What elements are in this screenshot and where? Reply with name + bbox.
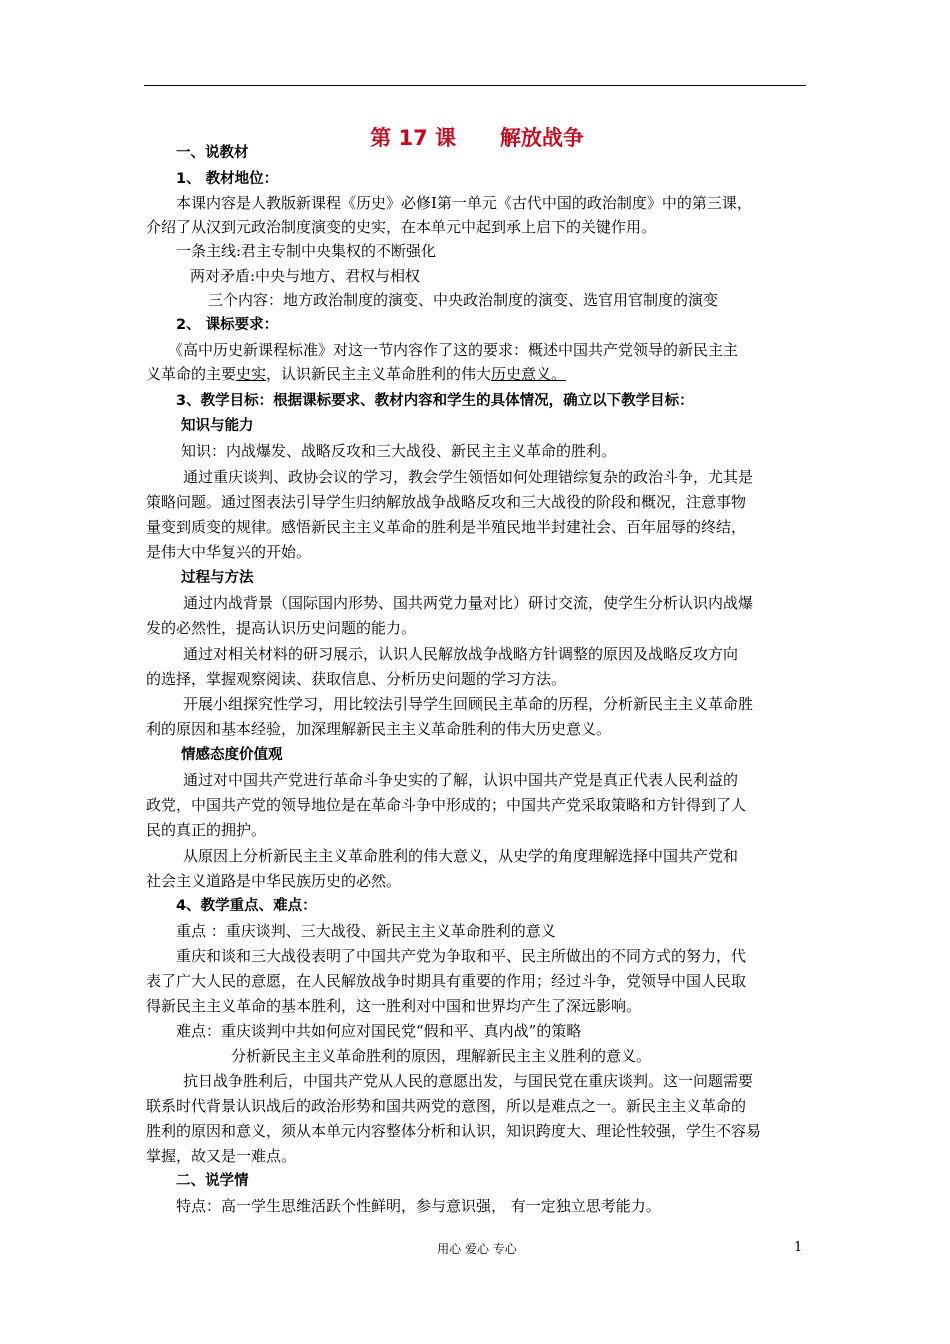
body-text-line: 掌握，故又是一难点。 <box>146 1147 297 1165</box>
body-text-line: 特点：高一学生思维活跃个性鲜明，参与意识强， 有一定独立思考能力。 <box>176 1197 661 1215</box>
header-rule <box>144 85 806 86</box>
body-text-line: 得新民主主义革命的基本胜利，这一胜利对中国和世界均产生了深远影响。 <box>146 997 642 1015</box>
section-heading: 二、说学情 <box>176 1173 249 1189</box>
body-text-line: 发的必然性，提高认识历史问题的能力。 <box>146 619 417 637</box>
body-text-line: 是伟大中华复兴的开始。 <box>146 543 312 561</box>
body-text-line: 两对矛盾:中央与地方、君权与相权 <box>190 267 421 285</box>
body-text-line: 胜利的原因和意义，须从本单元内容整体分析和认识，知识跨度大、理论性较强，学生不容易 <box>146 1122 762 1140</box>
body-text-line: 社会主义道路是中华民族历史的必然。 <box>146 872 402 890</box>
body-text-line: 介绍了从汉到元政治制度演变的史实，在本单元中起到承上启下的关键作用。 <box>146 218 657 236</box>
body-text-line: 量变到质变的规律。感悟新民主主义革命的胜利是半殖民地半封建社会、百年屈辱的终结， <box>146 518 747 536</box>
section-heading: 4、教学重点、难点： <box>176 898 317 914</box>
body-text-line: 利的原因和基本经验，加深理解新民主主义革命胜利的伟大历史意义。 <box>146 720 612 738</box>
section-heading: 一、说教材 <box>176 145 249 161</box>
body-text-line: 开展小组探究性学习，用比较法引导学生回顾民主革命的历程，分析新民主主义革命胜 <box>183 695 754 713</box>
footer-text: 用心 爱心 专心 <box>437 1242 517 1256</box>
body-text-line: 难点：重庆谈判中共如何应对国民党“假和平、真内战”的策略 <box>176 1022 582 1040</box>
lesson-title: 第 17 课 解放战争 <box>370 126 584 150</box>
body-text-line: 知识：内战爆发、战略反攻和三大战役、新民主主义革命的胜利。 <box>181 442 617 460</box>
body-text-line: 重庆和谈和三大战役表明了中国共产党为争取和平、民主所做出的不同方式的努力，代 <box>176 947 747 965</box>
body-text-line: 一条主线:君主专制中央集权的不断强化 <box>176 242 437 260</box>
body-text-line: 重点 ：重庆谈判、三大战役、新民主主义革命胜利的意义 <box>176 922 556 940</box>
body-text-line: 通过对中国共产党进行革命斗争史实的了解，认识中国共产党是真正代表人民利益的 <box>183 771 739 789</box>
page-number: 1 <box>794 1240 803 1255</box>
body-text-line: 从原因上分析新民主主义革命胜利的伟大意义，从史学的角度理解选择中国共产党和 <box>183 847 739 865</box>
body-text-line: 义革命的主要史实，认识新民主主义革命胜利的伟大历史意义。 <box>146 365 567 383</box>
body-text-line: 的选择，掌握观察阅读、获取信息、分析历史问题的学习方法。 <box>146 670 567 688</box>
body-text-line: 民的真正的拥护。 <box>146 821 267 839</box>
body-text-line: 三个内容：地方政治制度的演变、中央政治制度的演变、选官用官制度的演变 <box>208 291 719 309</box>
section-heading: 3、教学目标：根据课标要求、教材内容和学生的具体情况，确立以下教学目标： <box>176 393 694 409</box>
body-text-line: 通过重庆谈判、政协会议的学习，教会学生领悟如何处理错综复杂的政治斗争，尤其是 <box>183 468 754 486</box>
body-text-line: 政党，中国共产党的领导地位是在革命斗争中形成的；中国共产党采取策略和方针得到了人 <box>146 796 747 814</box>
body-text-line: 通过对相关材料的研习展示，认识人民解放战争战略方针调整的原因及战略反攻方向 <box>183 645 739 663</box>
body-text-line: 联系时代背景认识战后的政治形势和国共两党的意图，所以是难点之一。新民主主义革命的 <box>146 1097 747 1115</box>
body-text-line: 策略问题。通过图表法引导学生归纳解放战争战略反攻和三大战役的阶段和概况，注意事物 <box>146 493 747 511</box>
body-text-line: 通过内战背景（国际国内形势、国共两党力量对比）研讨交流，使学生分析认识内战爆 <box>183 594 754 612</box>
body-text-line: 本课内容是人教版新课程《历史》必修Ⅰ第一单元《古代中国的政治制度》中的第三课， <box>176 194 752 212</box>
body-text-line: 分析新民主主义革命胜利的原因，理解新民主主义胜利的意义。 <box>231 1047 652 1065</box>
section-heading: 1、 教材地位： <box>176 171 279 187</box>
body-text-line: 《高中历史新课程标准》对这一节内容作了这的要求：概述中国共产党领导的新民主主 <box>168 341 739 359</box>
section-heading: 过程与方法 <box>181 570 254 586</box>
section-heading: 2、 课标要求： <box>176 317 279 333</box>
body-text-line: 表了广大人民的意愿，在人民解放战争时期具有重要的作用；经过斗争，党领导中国人民取 <box>146 972 747 990</box>
body-text-line: 抗日战争胜利后，中国共产党从人民的意愿出发，与国民党在重庆谈判。这一问题需要 <box>183 1072 754 1090</box>
section-heading: 情感态度价值观 <box>181 747 283 763</box>
section-heading: 知识与能力 <box>181 418 254 434</box>
